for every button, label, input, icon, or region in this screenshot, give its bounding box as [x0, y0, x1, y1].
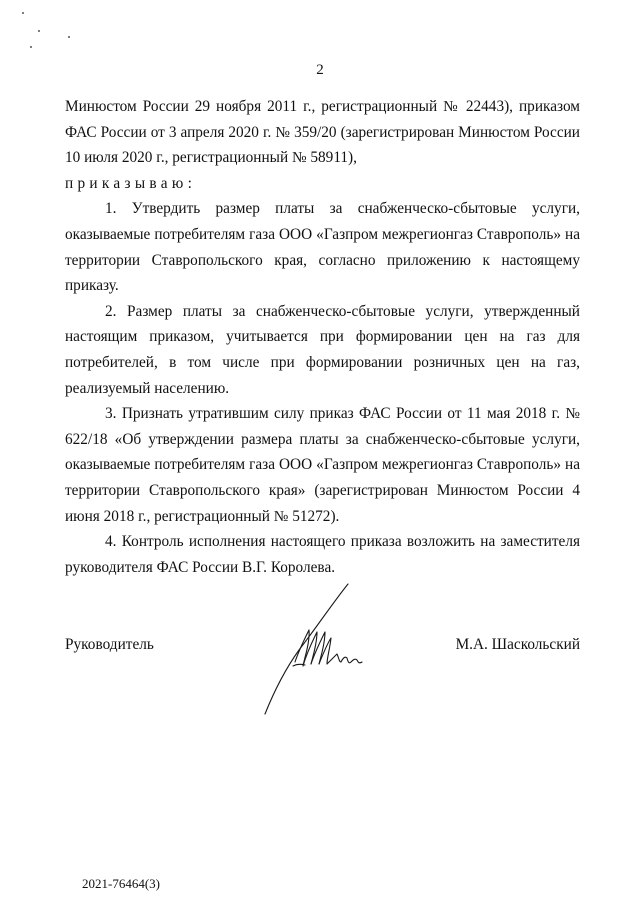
signatory-title: Руководитель [65, 636, 154, 653]
order-word [65, 171, 580, 197]
signatory-name: М.А. Шаскольский [455, 636, 580, 653]
intro-paragraph: Минюстом России 29 ноября 2011 г., регистрационный № 22443), приказом ФАС России от 3 апреля 2020 г. № 359/20 (зарегистрирован Минюстом России 10 июля 2020 г., регистрационный № 58911), [65, 98, 580, 167]
clause-1: 1. Утвердить размер платы за снабженческо-сбытовые услуги, оказываемые потребителям газа ООО «Газпром межрегионгаз Ставрополь» на территории Ставропольского края, согласно приложению к настоящему приказу. [65, 200, 580, 295]
order-word-text: приказываю: [65, 174, 197, 192]
clause-4: 4. Контроль исполнения настоящего приказа возложить на заместителя руководителя ФАС России В.Г. Королева. [65, 533, 580, 576]
order-body [65, 94, 580, 580]
document-number: 2021-76464(3) [82, 876, 160, 891]
clause-2: 2. Размер платы за снабженческо-сбытовые услуги, утвержденный настоящим приказом, учитывается при формировании цен на газ для потребителей, в том числе при формировании розничных цен на газ, реализуемый населению. [65, 302, 580, 397]
scan-speck [22, 12, 24, 14]
handwritten-signature [255, 580, 375, 720]
scan-speck [68, 36, 70, 38]
scan-speck [38, 30, 40, 32]
scan-speck [30, 46, 32, 48]
page-number: 2 [316, 62, 324, 78]
clause-3: 3. Признать утратившим силу приказ ФАС России от 11 мая 2018 г. № 622/18 «Об утверждении размера платы за снабженческо-сбытовые услуги, оказываемые потребителям газа ООО «Газпром межрегионгаз Ставрополь» на территории Ставропольского края» (зарегистрирован Минюстом России 4 июня 2018 г., регистрационный № 51272). [65, 405, 580, 525]
